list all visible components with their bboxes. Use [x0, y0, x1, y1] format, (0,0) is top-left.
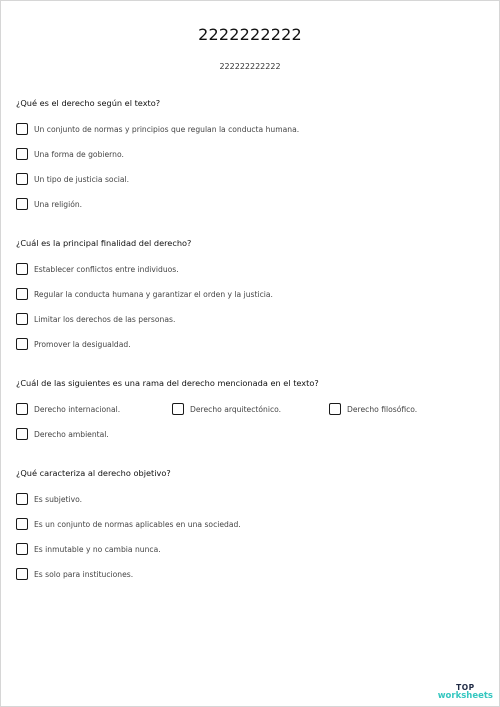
checkbox[interactable] — [16, 173, 28, 185]
option-label: Derecho internacional. — [34, 404, 121, 414]
question-1-option-3[interactable] — [16, 173, 129, 185]
checkbox[interactable] — [16, 493, 28, 505]
option-label: Derecho ambiental. — [34, 429, 109, 439]
question-3-option-1[interactable] — [16, 403, 120, 415]
option-label: Derecho arquitectónico. — [190, 404, 282, 414]
checkbox[interactable] — [16, 403, 28, 415]
option-label: Es solo para instituciones. — [34, 569, 134, 579]
option-label: Limitar los derechos de las personas. — [34, 314, 176, 324]
option-label: Un tipo de justicia social. — [34, 174, 130, 184]
checkbox[interactable] — [16, 543, 28, 555]
option-label: Un conjunto de normas y principios que regulan la conducta humana. — [34, 124, 300, 134]
question-2-option-2[interactable] — [16, 288, 273, 300]
logo-bottom-text: worksheets — [437, 690, 493, 701]
worksheet-subtitle: 222222222222 — [219, 62, 281, 71]
option-label: Es inmutable y no cambia nunca. — [34, 544, 161, 554]
option-label: Establecer conflictos entre individuos. — [34, 264, 179, 274]
checkbox[interactable] — [16, 123, 28, 135]
question-2-option-3[interactable] — [16, 313, 175, 325]
option-label: Regular la conducta humana y garantizar el orden y la justicia. — [34, 289, 273, 299]
question-3-option-2[interactable] — [172, 403, 281, 415]
checkbox[interactable] — [16, 518, 28, 530]
checkbox[interactable] — [16, 568, 28, 580]
question-1-option-4[interactable] — [16, 198, 82, 210]
option-label: Derecho filosófico. — [347, 404, 418, 414]
question-4-option-4[interactable] — [16, 568, 133, 580]
option-label: Promover la desigualdad. — [34, 339, 131, 349]
checkbox[interactable] — [329, 403, 341, 415]
question-1-text: ¿Qué es el derecho según el texto? — [16, 98, 161, 108]
option-label: Es un conjunto de normas aplicables en una sociedad. — [34, 519, 241, 529]
question-2-text: ¿Cuál es la principal finalidad del derecho? — [16, 238, 192, 248]
question-4-text: ¿Qué caracteriza al derecho objetivo? — [16, 468, 171, 478]
checkbox[interactable] — [16, 198, 28, 210]
question-2-option-4[interactable] — [16, 338, 131, 350]
question-2-option-1[interactable] — [16, 263, 179, 275]
logo-top-text: TOP — [456, 683, 475, 692]
checkbox[interactable] — [172, 403, 184, 415]
question-3-text: ¿Cuál de las siguientes es una rama del derecho mencionada en el texto? — [16, 378, 319, 388]
checkbox[interactable] — [16, 338, 28, 350]
question-3-option-3[interactable] — [329, 403, 417, 415]
option-label: Una religión. — [34, 199, 83, 209]
question-1-option-2[interactable] — [16, 148, 124, 160]
checkbox[interactable] — [16, 313, 28, 325]
checkbox[interactable] — [16, 148, 28, 160]
checkbox[interactable] — [16, 428, 28, 440]
question-4-option-2[interactable] — [16, 518, 241, 530]
question-3-option-4[interactable] — [16, 428, 109, 440]
option-label: Es subjetivo. — [34, 494, 83, 504]
worksheet-title: 2222222222 — [198, 25, 302, 44]
question-1-option-1[interactable] — [16, 123, 299, 135]
topworksheets-logo[interactable] — [438, 684, 493, 700]
question-4-option-1[interactable] — [16, 493, 82, 505]
option-label: Una forma de gobierno. — [34, 149, 124, 159]
question-4-option-3[interactable] — [16, 543, 161, 555]
checkbox[interactable] — [16, 263, 28, 275]
checkbox[interactable] — [16, 288, 28, 300]
